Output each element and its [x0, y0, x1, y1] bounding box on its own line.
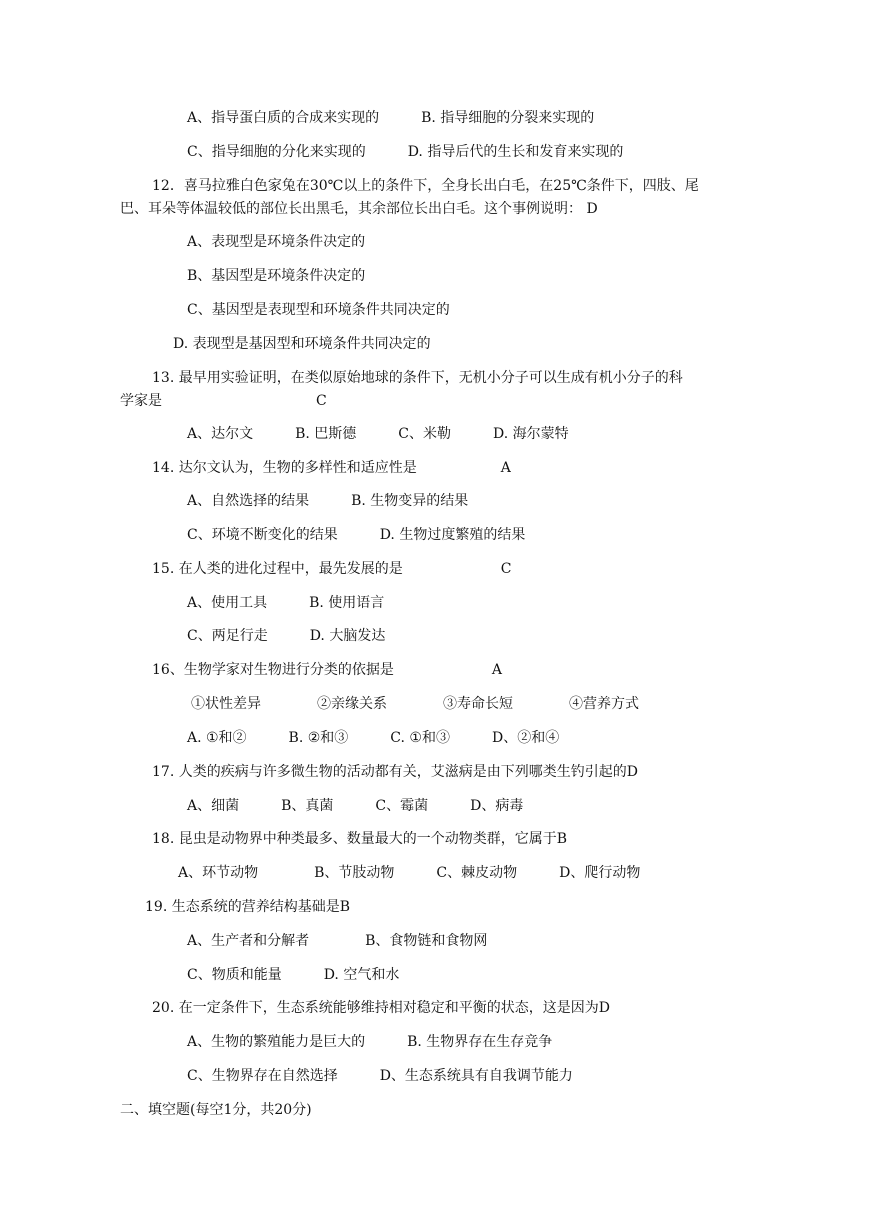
q12-option-d: D. 表现型是基因型和环境条件共同决定的	[173, 336, 431, 352]
q20-options-cd: C、生物界存在自然选择 D、生态系统具有自我调节能力	[187, 1068, 573, 1084]
q17-options: A、细菌 B、真菌 C、霉菌 D、病毒	[187, 798, 524, 814]
q19-stem: 19. 生态系统的营养结构基础是B	[145, 899, 351, 915]
q19-options-ab: A、生产者和分解者 B、食物链和食物网	[187, 933, 488, 949]
q12-option-a: A、表现型是环境条件决定的	[187, 234, 366, 250]
q12-option-b: B、基因型是环境条件决定的	[187, 268, 366, 284]
q15-stem: 15. 在人类的进化过程中，最先发展的是 C	[152, 561, 512, 577]
q17-stem: 17. 人类的疾病与许多微生物的活动都有关，艾滋病是由下列哪类生钓引起的D	[152, 764, 638, 780]
q20-stem: 20. 在一定条件下，生态系统能够维持相对稳定和平衡的状态，这是因为D	[152, 1000, 610, 1016]
section-two-heading: 二、填空题(每空1分，共20分)	[120, 1102, 312, 1118]
q14-stem: 14. 达尔文认为，生物的多样性和适应性是 A	[152, 460, 511, 476]
q16-items: ①状性差异 ②亲缘关系 ③寿命长短 ④营养方式	[191, 696, 639, 712]
q13-options: A、达尔文 B. 巴斯德 C、米勒 D. 海尔蒙特	[187, 426, 569, 442]
q18-stem: 18. 昆虫是动物界中种类最多、数量最大的一个动物类群，它属于B	[152, 831, 568, 847]
q15-options-ab: A、使用工具 B. 使用语言	[187, 595, 385, 611]
q13-stem-line1: 13. 最早用实验证明，在类似原始地球的条件下，无机小分子可以生成有机小分子的科	[152, 370, 683, 386]
q12-stem-line1: 12．喜马拉雅白色家兔在30℃以上的条件下，全身长出白毛，在25℃条件下，四肢、尾	[152, 178, 699, 194]
q12-option-c: C、基因型是表现型和环境条件共同决定的	[187, 302, 450, 318]
q20-options-ab: A、生物的繁殖能力是巨大的 B. 生物界存在生存竞争	[187, 1034, 553, 1050]
q18-options: A、环节动物 B、节肢动物 C、棘皮动物 D、爬行动物	[178, 865, 641, 881]
q15-options-cd: C、两足行走 D. 大脑发达	[187, 628, 386, 644]
q14-options-cd: C、环境不断变化的结果 D. 生物过度繁殖的结果	[187, 527, 526, 543]
q13-stem-line2: 学家是 C	[120, 393, 327, 409]
q19-options-cd: C、物质和能量 D. 空气和水	[187, 967, 400, 983]
q12-stem-line2: 巴、耳朵等体温较低的部位长出黑毛，其余部位长出白毛。这个事例说明： D	[120, 201, 598, 217]
q11-options-ab: A、指导蛋白质的合成来实现的 B. 指导细胞的分裂来实现的	[187, 110, 595, 126]
q16-options: A. ①和② B. ②和③ C. ①和③ D、②和④	[187, 730, 560, 746]
q16-stem: 16、生物学家对生物进行分类的依据是 A	[152, 662, 502, 678]
q14-options-ab: A、自然选择的结果 B. 生物变异的结果	[187, 493, 469, 509]
q11-options-cd: C、指导细胞的分化来实现的 D. 指导后代的生长和发育来实现的	[187, 144, 624, 160]
